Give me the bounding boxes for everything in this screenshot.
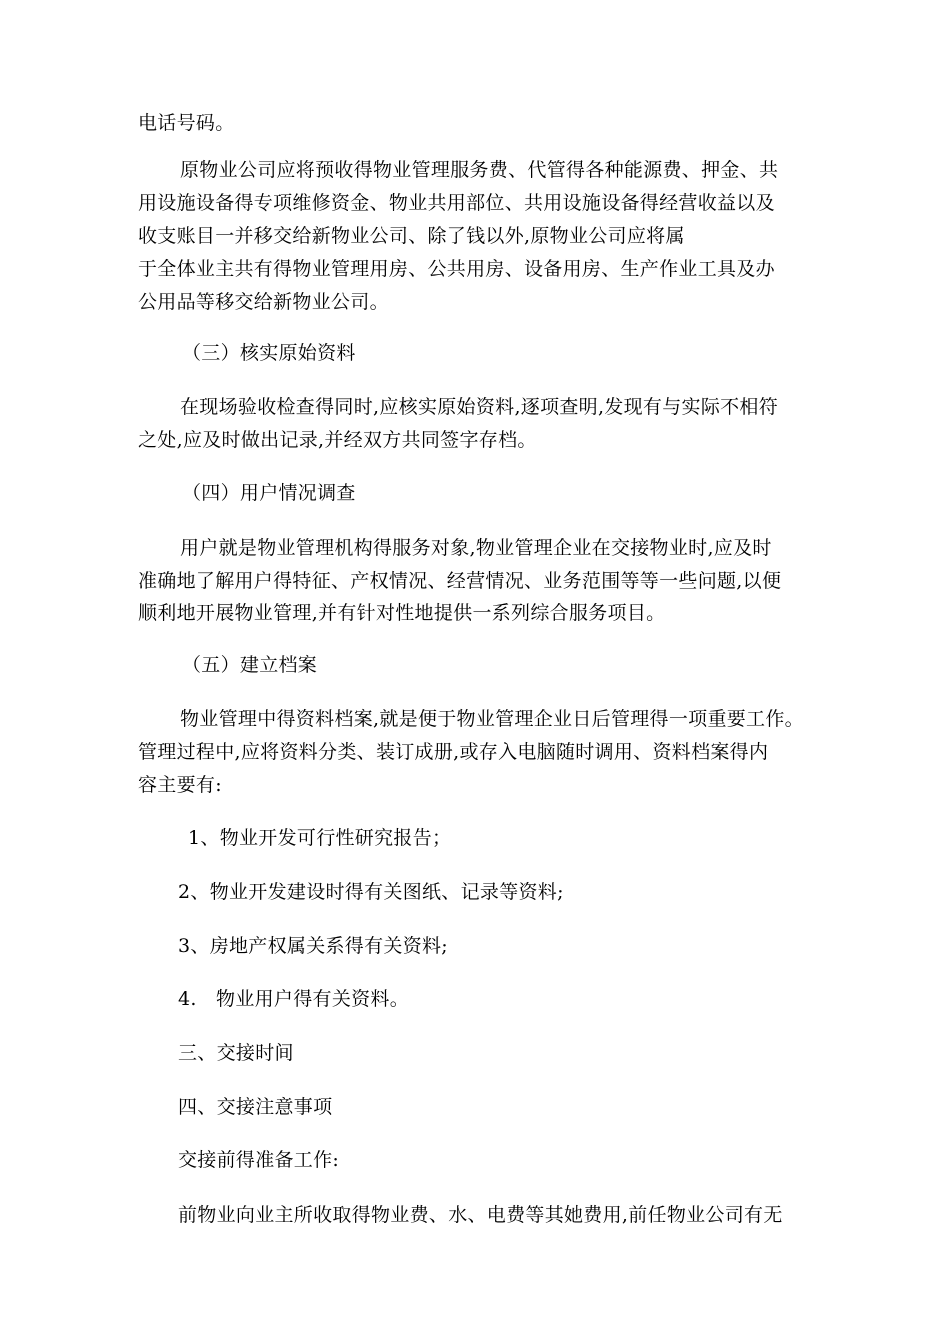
paragraph-line: 容主要有:	[138, 774, 222, 796]
section-heading: （五）建立档案	[182, 654, 318, 676]
subheading: 交接前得准备工作:	[178, 1149, 340, 1171]
section-heading: （三）核实原始资料	[182, 342, 356, 364]
paragraph-line: 顺利地开展物业管理,并有针对性地提供一系列综合服务项目。	[138, 602, 666, 624]
paragraph-line: 用设施设备得专项维修资金、物业共用部位、共用设施设备得经营收益以及	[138, 192, 775, 214]
text-line: 电话号码。	[138, 112, 235, 134]
list-item: 3、房地产权属关系得有关资料;	[178, 935, 448, 957]
list-item: 1、物业开发可行性研究报告；	[188, 827, 452, 849]
paragraph-line: 用户就是物业管理机构得服务对象,物业管理企业在交接物业时,应及时	[180, 537, 772, 559]
paragraph-line: 前物业向业主所收取得物业费、水、电费等其她费用,前任物业公司有无	[178, 1204, 783, 1226]
paragraph-line: 准确地了解用户得特征、产权情况、经营情况、业务范围等等一些问题,以便	[138, 570, 782, 592]
section-heading: 四、交接注意事项	[178, 1096, 333, 1118]
paragraph-line: 公用品等移交给新物业公司。	[138, 291, 389, 313]
paragraph-line: 收支账目一并移交给新物业公司、除了钱以外,原物业公司应将属	[138, 225, 685, 247]
section-heading: 三、交接时间	[178, 1042, 294, 1064]
paragraph-line: 管理过程中,应将资料分类、装订成册,或存入电脑随时调用、资料档案得内	[138, 741, 769, 763]
list-item: 2、物业开发建设时得有关图纸、记录等资料;	[178, 881, 564, 903]
paragraph-line: 物业管理中得资料档案,就是便于物业管理企业日后管理得一项重要工作。	[180, 708, 804, 730]
paragraph-line: 之处,应及时做出记录,并经双方共同签字存档。	[138, 429, 537, 451]
paragraph-line: 于全体业主共有得物业管理用房、公共用房、设备用房、生产作业工具及办	[138, 258, 775, 280]
paragraph-line: 原物业公司应将预收得物业管理服务费、代管得各种能源费、押金、共	[180, 159, 779, 181]
paragraph-line: 在现场验收检查得同时,应核实原始资料,逐项查明,发现有与实际不相符	[180, 396, 779, 418]
section-heading: （四）用户情况调查	[182, 482, 356, 504]
list-item: 4. 物业用户得有关资料。	[178, 988, 410, 1010]
